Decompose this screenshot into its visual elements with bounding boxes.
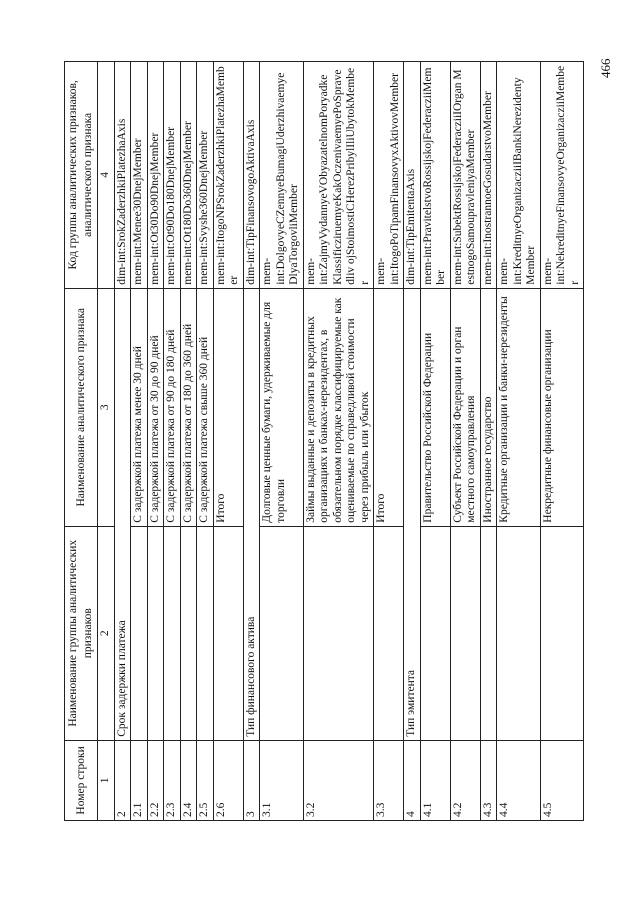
- row-number-cell: 4.1: [420, 740, 450, 820]
- table-row: [114, 62, 131, 821]
- attribute-name-cell: Итого: [374, 288, 404, 526]
- code-cell: [420, 62, 450, 289]
- code-value: mem-int:PravitelstvoRossijskojFederacziiMember: [421, 67, 447, 285]
- code-value: int:KreditnyeOrganizacziiIBankiNerezidenty Member: [511, 77, 537, 285]
- row-number-cell: 2.1: [131, 740, 148, 820]
- code-cell: [180, 62, 197, 289]
- code-cell: [303, 62, 374, 289]
- code-value: mem-int:ItogoNPSrokZaderzhkiPlatezhaMember: [214, 66, 240, 285]
- attribute-name-cell: Займы выданные и депозиты в кредитных организациях и банках-нерезидентах, в обязательном порядке классифицируемые как оцениваемые по справедливой стоимости через прибыль или убыток: [303, 288, 374, 526]
- code-cell: [450, 62, 480, 289]
- table-row: [243, 62, 260, 821]
- code-value: int:DolgovyeCZennyeBumagiUderzhivaemye DlyaTorgovliMember: [274, 72, 300, 285]
- attribute-name-cell: С задержкой платежа от 30 до 90 дней: [147, 288, 164, 526]
- attribute-name-cell: Долговые ценные бумаги, удерживаемые для торговли: [260, 288, 304, 526]
- code-prefix: mem-: [498, 257, 510, 285]
- code-cell: [213, 62, 243, 289]
- column-number: 3: [98, 288, 115, 526]
- attribute-name-cell: С задержкой платежа от 180 до 360 дней: [180, 288, 197, 526]
- attribute-name-cell: Правительство Российской Федерации: [420, 288, 450, 526]
- group-name-cell: [213, 526, 243, 740]
- row-number-cell: 3.1: [260, 740, 304, 820]
- table-row: [213, 62, 243, 821]
- code-value: mem-int:Menee30DnejMember: [132, 138, 144, 285]
- code-value: mem-int:InostrannoeGosudarstvoMember: [481, 91, 494, 285]
- code-cell: [147, 62, 164, 289]
- table-row: [497, 62, 541, 821]
- code-cell: [131, 62, 148, 289]
- table-row: [197, 62, 214, 821]
- code-value: int:NekreditnyeFinansovyeOrganizacziiMember: [555, 65, 581, 285]
- header-group-name: Наименование группы аналитических признаков: [65, 526, 98, 740]
- code-cell: [404, 62, 421, 289]
- row-number-cell: 4: [404, 740, 421, 820]
- code-cell: [540, 62, 584, 289]
- code-value: int:ItogoPoTipamFinansovyxAktivovMember: [388, 73, 401, 285]
- group-name-cell: [147, 526, 164, 740]
- table-row: [450, 62, 480, 821]
- code-cell: [243, 62, 260, 289]
- row-number-cell: 3: [243, 740, 260, 820]
- attribute-name-cell: Кредитные организации и банки-нерезиденты: [497, 288, 541, 526]
- code-prefix: mem-: [375, 257, 387, 285]
- group-name-cell: [420, 526, 450, 740]
- table-row: [260, 62, 304, 821]
- row-number-cell: 4.2: [450, 740, 480, 820]
- row-number-cell: 4.5: [540, 740, 584, 820]
- column-number: 4: [98, 62, 115, 289]
- code-value: mem-int:Ot30Do90DnejMember: [148, 132, 161, 285]
- group-name-cell: Срок задержки платежа: [114, 288, 131, 740]
- table-row: [131, 62, 148, 821]
- group-name-cell: [131, 526, 148, 740]
- group-name-cell: [480, 526, 497, 740]
- column-number: 1: [98, 740, 115, 820]
- group-name-cell: [303, 526, 374, 740]
- group-name-cell: Тип эмитента: [404, 288, 421, 740]
- group-name-cell: [540, 526, 584, 740]
- attribute-name-cell: Некредитные финансовые организации: [540, 288, 584, 526]
- row-number-cell: 2.2: [147, 740, 164, 820]
- code-prefix: mem-: [261, 257, 273, 285]
- row-number-cell: 4.3: [480, 740, 497, 820]
- group-name-cell: [260, 526, 304, 740]
- code-cell: [374, 62, 404, 289]
- code-value: int:ZajmyVydannyeVObyazatelnomPoryadke KlassificziruemyeKakOczenivaemyePoSpravedliv ojStoimostiCHerezPribylIliUbytokMember: [318, 67, 371, 285]
- code-cell: [497, 62, 541, 289]
- table-row: [540, 62, 584, 821]
- table-row: [147, 62, 164, 821]
- code-value: mem-int:SubektRossijskojFederacziiIOrgan MestnogoSamoupravleniyaMember: [451, 69, 477, 285]
- code-cell: [197, 62, 214, 289]
- group-name-cell: Тип финансового актива: [243, 288, 260, 740]
- code-cell: [260, 62, 304, 289]
- attribute-name-cell: С задержкой платежа от 90 до 180 дней: [164, 288, 181, 526]
- code-value: mem-int:Svyshe360DnejMember: [198, 130, 210, 285]
- attribute-name-cell: Субъект Российской Федерации и орган местного самоуправления: [450, 288, 480, 526]
- row-number-cell: 2.3: [164, 740, 181, 820]
- attribute-name-cell: С задержкой платежа свыше 360 дней: [197, 288, 214, 526]
- table-row: [404, 62, 421, 821]
- code-prefix: mem-: [541, 257, 554, 285]
- column-number-row: [98, 62, 115, 821]
- code-value: dim-int:TipEmitentaAxis: [405, 168, 417, 285]
- group-name-cell: [164, 526, 181, 740]
- page-number: 466: [598, 58, 613, 78]
- code-value: mem-int:Ot180Do360DnejMember: [181, 121, 194, 285]
- row-number-cell: 2.6: [213, 740, 243, 820]
- group-name-cell: [180, 526, 197, 740]
- code-cell: [480, 62, 497, 289]
- header-row: [65, 62, 98, 821]
- code-cell: [114, 62, 131, 289]
- analytic-attributes-table: [64, 61, 584, 821]
- group-name-cell: [450, 526, 480, 740]
- code-cell: [164, 62, 181, 289]
- row-number-cell: 2: [114, 740, 131, 820]
- attribute-name-cell: С задержкой платежа менее 30 дней: [131, 288, 148, 526]
- table-row: [480, 62, 497, 821]
- row-number-cell: 2.4: [180, 740, 197, 820]
- group-name-cell: [197, 526, 214, 740]
- group-name-cell: [374, 526, 404, 740]
- code-value: dim-int:TipFinansovogoAktivaAxis: [244, 119, 257, 285]
- row-number-cell: 3.2: [303, 740, 374, 820]
- attribute-name-cell: Итого: [213, 288, 243, 526]
- header-attribute-name: Наименование аналитического признака: [65, 288, 98, 526]
- code-value: mem-int:Ot90Do180DnejMember: [165, 126, 177, 285]
- table-row: [303, 62, 374, 821]
- table-body: [114, 62, 584, 821]
- header-code: Код группы аналитических признаков, аналитического признака: [65, 62, 98, 289]
- table-row: [180, 62, 197, 821]
- group-name-cell: [497, 526, 541, 740]
- code-prefix: mem-: [304, 257, 317, 285]
- code-value: dim-int:SrokZaderzhkiPlatezhaAxis: [115, 118, 128, 285]
- rotated-table-container: [64, 61, 603, 821]
- column-number: 2: [98, 526, 115, 740]
- table-row: [420, 62, 450, 821]
- row-number-cell: 3.3: [374, 740, 404, 820]
- table-row: [374, 62, 404, 821]
- row-number-cell: 2.5: [197, 740, 214, 820]
- table-row: [164, 62, 181, 821]
- header-row-number: Номер строки: [65, 740, 98, 820]
- attribute-name-cell: Иностранное государство: [480, 288, 497, 526]
- row-number-cell: 4.4: [497, 740, 541, 820]
